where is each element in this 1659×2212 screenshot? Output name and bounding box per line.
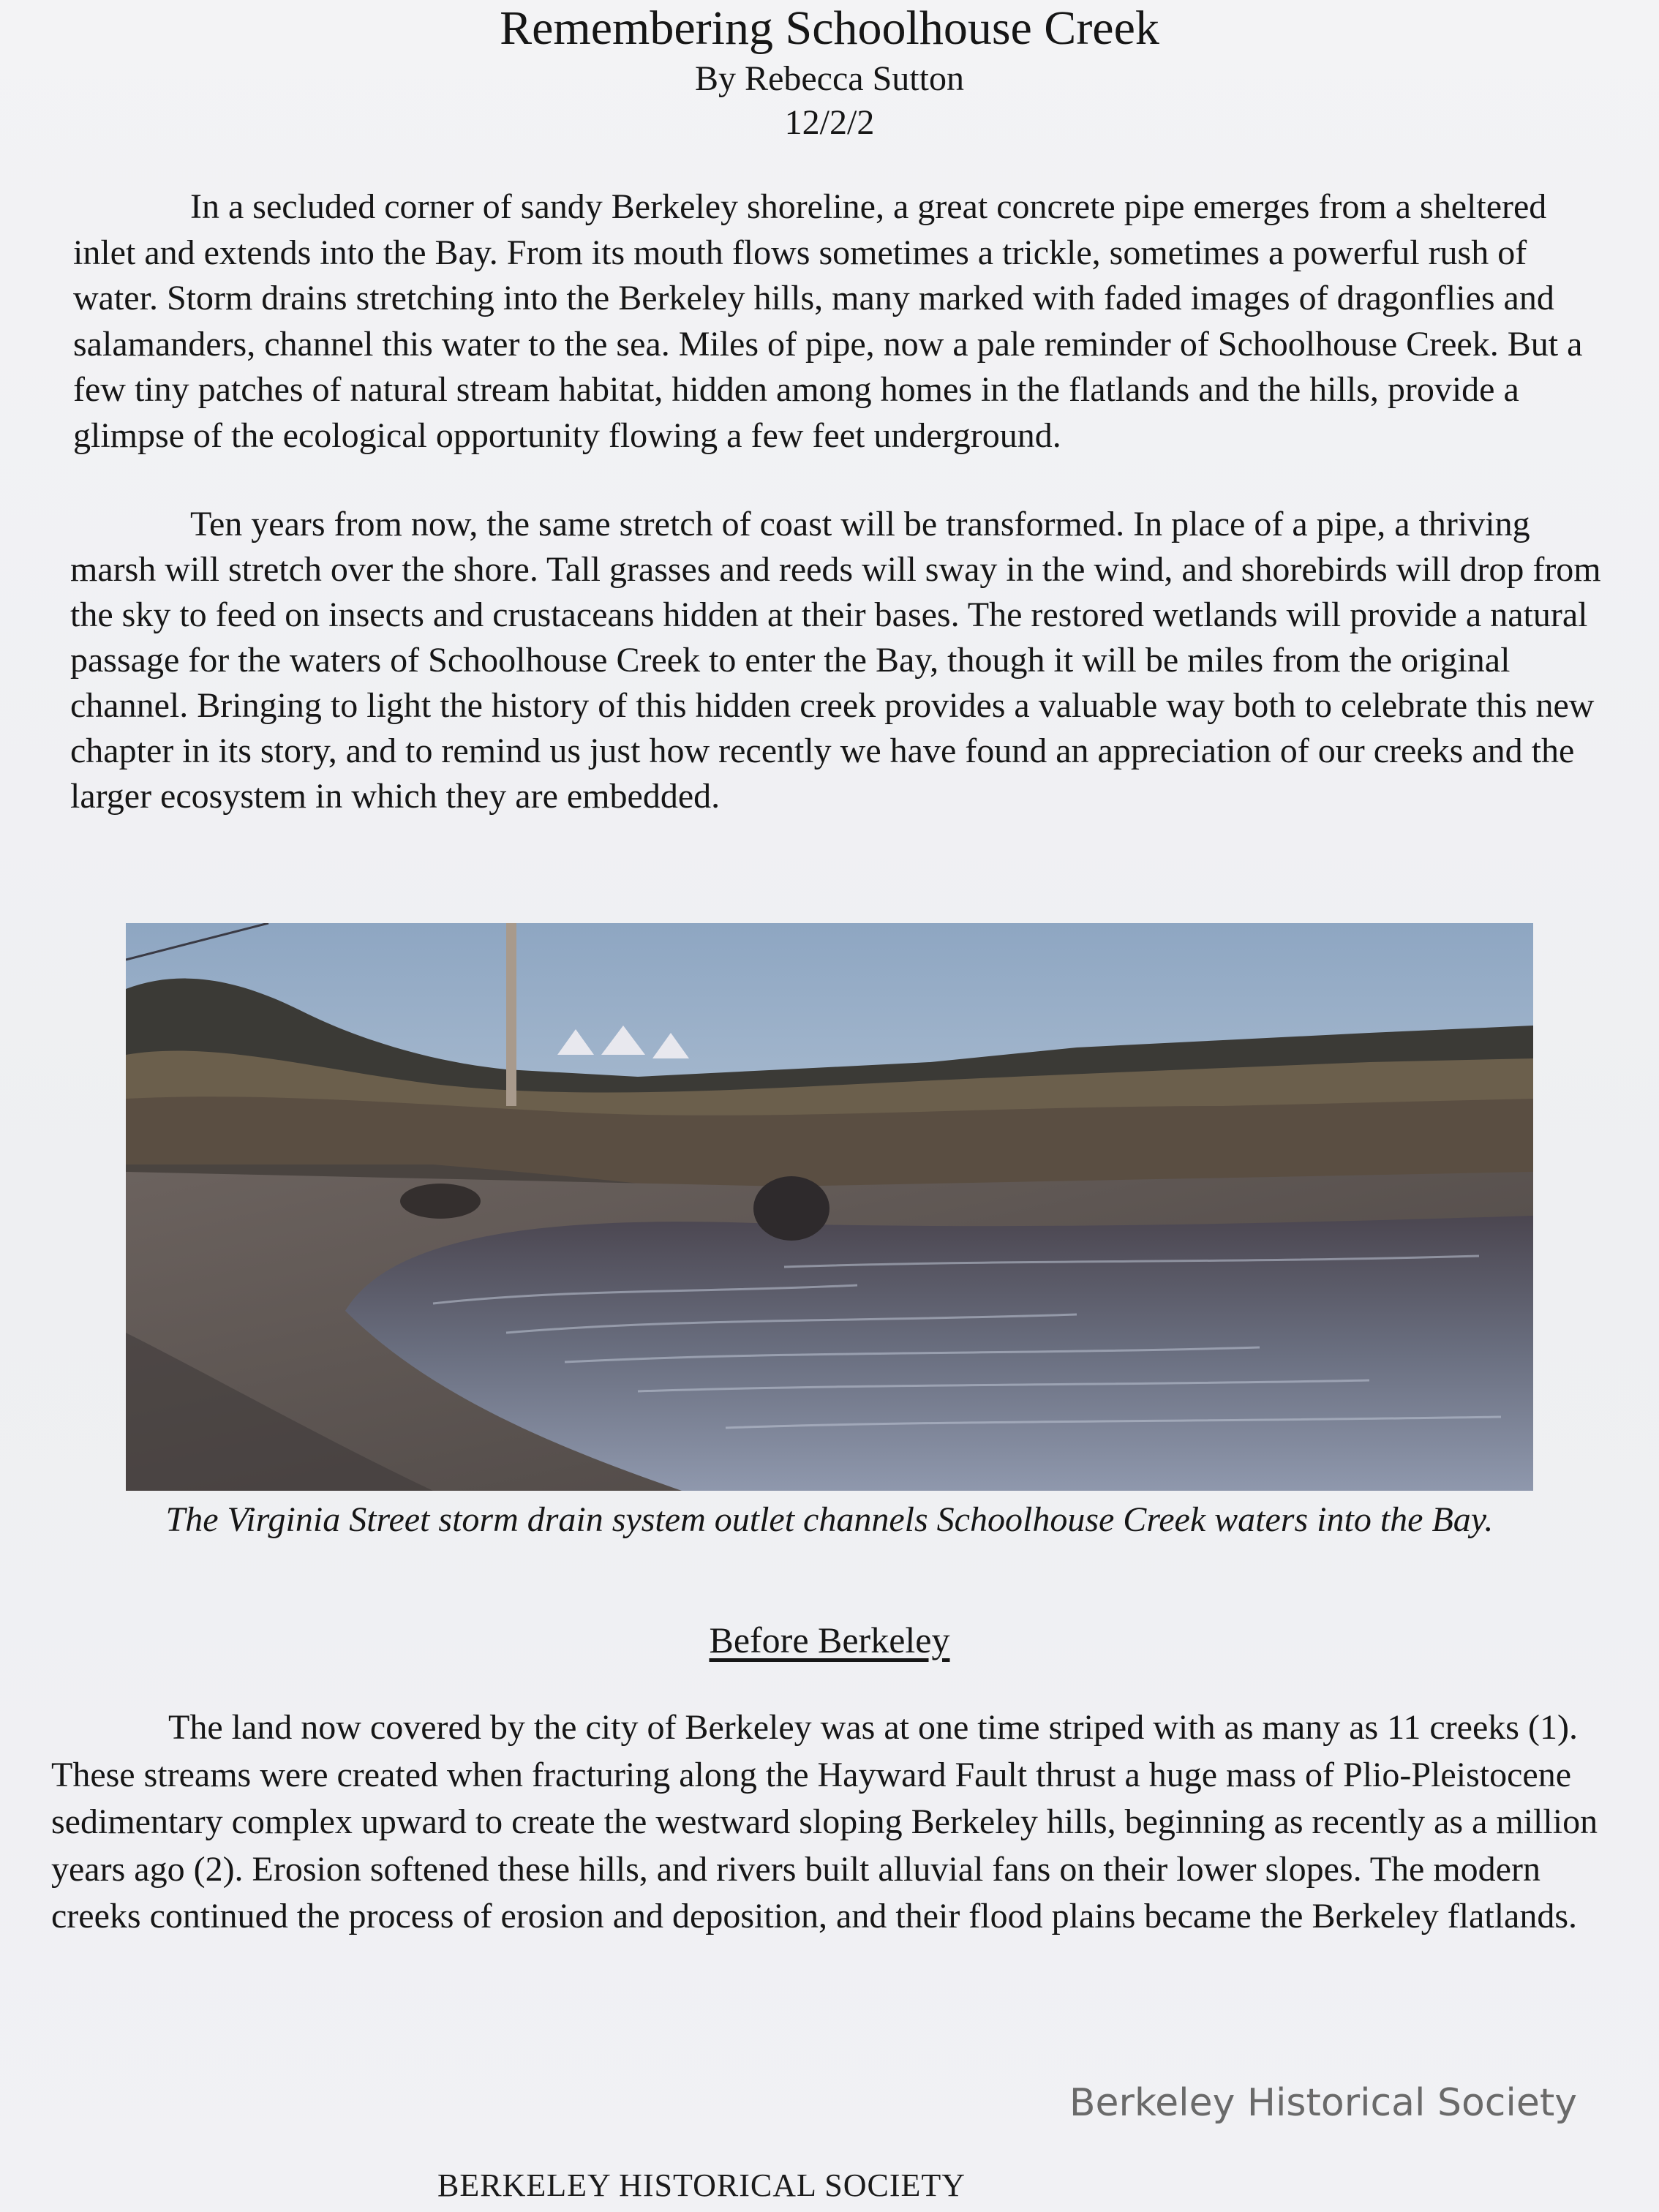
document-title: Remembering Schoolhouse Creek — [500, 1, 1159, 55]
watermark: Berkeley Historical Society — [1069, 2081, 1577, 2125]
section-heading: Before Berkeley — [709, 1620, 950, 1660]
intro-paragraph-1: In a secluded corner of sandy Berkeley shoreline, a great concrete pipe emerges from a sheltered inlet and extends into the Bay. From its mouth flows sometimes a trickle, sometimes a powerful rush of water. Storm drains stretching into the Berkeley hills, many marked with faded images of dragonflies and salamanders, channel this water to the sea. Miles of pipe, now a pale reminder of Schoolhouse Creek. But a few tiny patches of natural stream habitat, hidden among homes in the flatlands and the hills, provide a glimpse of the ecological opportunity flowing a few feet underground. — [73, 187, 1583, 455]
document-date: 12/2/2 — [784, 103, 875, 142]
page-footer: BERKELEY HISTORICAL SOCIETY — [437, 2167, 966, 2203]
byline: By Rebecca Sutton — [695, 59, 964, 98]
section-paragraph: The land now covered by the city of Berkeley was at one time striped with as many as 11 creeks (1). These streams were created when fracturing along the Hayward Fault thrust a huge mass of Plio-Pleistocene sedimentary complex upward to create the westward sloping Berkeley hills, beginning as recently as a million years ago (2). Erosion softened these hills, and rivers built alluvial fans on their lower slopes. The modern creeks continued the process of erosion and deposition, and their flood plains became the Berkeley flatlands. — [51, 1708, 1598, 1936]
storm-drain-outlet-photo — [126, 923, 1533, 1491]
intro-paragraph-2: Ten years from now, the same stretch of coast will be transformed. In place of a pipe, a thriving marsh will stretch over the shore. Tall grasses and reeds will sway in the wind, and shorebirds will drop from the sky to feed on insects and crustaceans hidden at their bases. The restored wetlands will provide a natural passage for the waters of Schoolhouse Creek to enter the Bay, though it will be miles from the original channel. Bringing to light the history of this hidden creek provides a valuable way both to celebrate this new chapter in its story, and to remind us just how recently we have found an appreciation of our creeks and the larger ecosystem in which they are embedded. — [70, 505, 1601, 816]
photo-caption: The Virginia Street storm drain system outlet channels Schoolhouse Creek waters into the Bay. — [165, 1500, 1494, 1539]
